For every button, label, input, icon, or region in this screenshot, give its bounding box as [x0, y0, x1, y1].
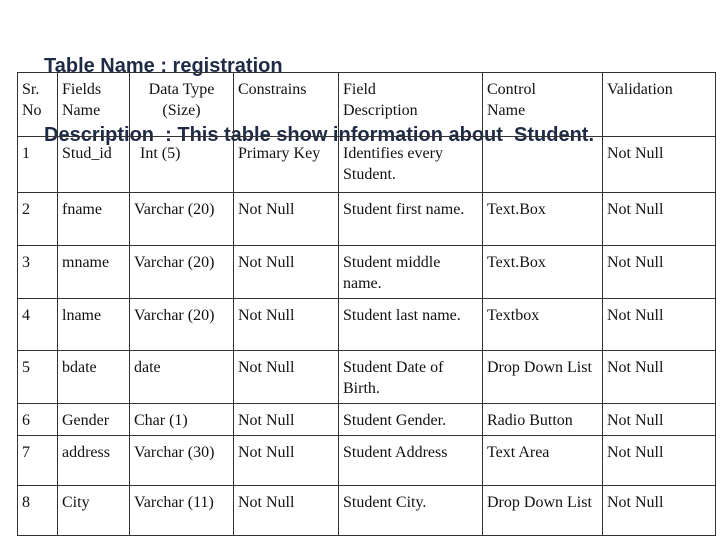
cell-field-name: City: [58, 486, 130, 536]
cell-data-type: Int (5): [130, 137, 234, 193]
cell-validation: Not Null: [603, 246, 716, 299]
registration-table: [17, 72, 716, 536]
cell-validation: Not Null: [603, 351, 716, 404]
cell-control-name: Text.Box: [483, 193, 603, 246]
cell-sr-no: 3: [18, 246, 58, 299]
header-row: [18, 73, 716, 137]
cell-description: Identifies every Student.: [339, 137, 483, 193]
header-field-description: Field Description: [339, 73, 483, 137]
header-validation: Validation: [603, 73, 716, 137]
cell-validation: Not Null: [603, 193, 716, 246]
header-fields-name: Fields Name: [58, 73, 130, 137]
table-row: [18, 436, 716, 486]
cell-control-name: Text.Box: [483, 246, 603, 299]
cell-description: Student last name.: [339, 299, 483, 351]
cell-validation: Not Null: [603, 137, 716, 193]
table-row: [18, 246, 716, 299]
cell-constraint: Not Null: [234, 404, 339, 436]
header-data-type: Data Type (Size): [130, 73, 234, 137]
cell-control-name: Radio Button: [483, 404, 603, 436]
cell-validation: Not Null: [603, 486, 716, 536]
cell-constraint: Not Null: [234, 246, 339, 299]
cell-description: Student Gender.: [339, 404, 483, 436]
cell-constraint: Not Null: [234, 436, 339, 486]
table-row: [18, 193, 716, 246]
cell-sr-no: 4: [18, 299, 58, 351]
description-line: Description : This table show information about Student.: [44, 124, 595, 146]
header-constrains: Constrains: [234, 73, 339, 137]
table-row: [18, 351, 716, 404]
cell-description: Student Date of Birth.: [339, 351, 483, 404]
cell-sr-no: 5: [18, 351, 58, 404]
cell-description: Student middle name.: [339, 246, 483, 299]
cell-data-type: Char (1): [130, 404, 234, 436]
cell-constraint: Not Null: [234, 351, 339, 404]
cell-constraint: Not Null: [234, 299, 339, 351]
cell-validation: Not Null: [603, 436, 716, 486]
cell-sr-no: 1: [18, 137, 58, 193]
cell-validation: Not Null: [603, 299, 716, 351]
table-row: [18, 486, 716, 536]
cell-field-name: lname: [58, 299, 130, 351]
table-row: [18, 299, 716, 351]
cell-sr-no: 2: [18, 193, 58, 246]
cell-data-type: Varchar (20): [130, 246, 234, 299]
header-control-name: Control Name: [483, 73, 603, 137]
cell-constraint: Primary Key: [234, 137, 339, 193]
cell-data-type: Varchar (30): [130, 436, 234, 486]
cell-control-name: Drop Down List: [483, 486, 603, 536]
cell-control-name: Text Area: [483, 436, 603, 486]
cell-data-type: Varchar (20): [130, 193, 234, 246]
cell-field-name: fname: [58, 193, 130, 246]
cell-field-name: mname: [58, 246, 130, 299]
cell-control-name: Textbox: [483, 299, 603, 351]
cell-field-name: bdate: [58, 351, 130, 404]
cell-sr-no: 8: [18, 486, 58, 536]
cell-control-name: [483, 137, 603, 193]
table-row: [18, 404, 716, 436]
cell-sr-no: 7: [18, 436, 58, 486]
cell-description: Student City.: [339, 486, 483, 536]
cell-constraint: Not Null: [234, 193, 339, 246]
cell-description: Student Address: [339, 436, 483, 486]
header-sr-no: Sr. No: [18, 73, 58, 137]
cell-validation: Not Null: [603, 404, 716, 436]
table-row: [18, 137, 716, 193]
table-name-line: Table Name : registration: [44, 55, 283, 77]
cell-description: Student first name.: [339, 193, 483, 246]
cell-data-type: date: [130, 351, 234, 404]
cell-field-name: Gender: [58, 404, 130, 436]
cell-constraint: Not Null: [234, 486, 339, 536]
cell-data-type: Varchar (20): [130, 299, 234, 351]
cell-control-name: Drop Down List: [483, 351, 603, 404]
cell-field-name: address: [58, 436, 130, 486]
cell-data-type: Varchar (11): [130, 486, 234, 536]
cell-field-name: Stud_id: [58, 137, 130, 193]
cell-sr-no: 6: [18, 404, 58, 436]
